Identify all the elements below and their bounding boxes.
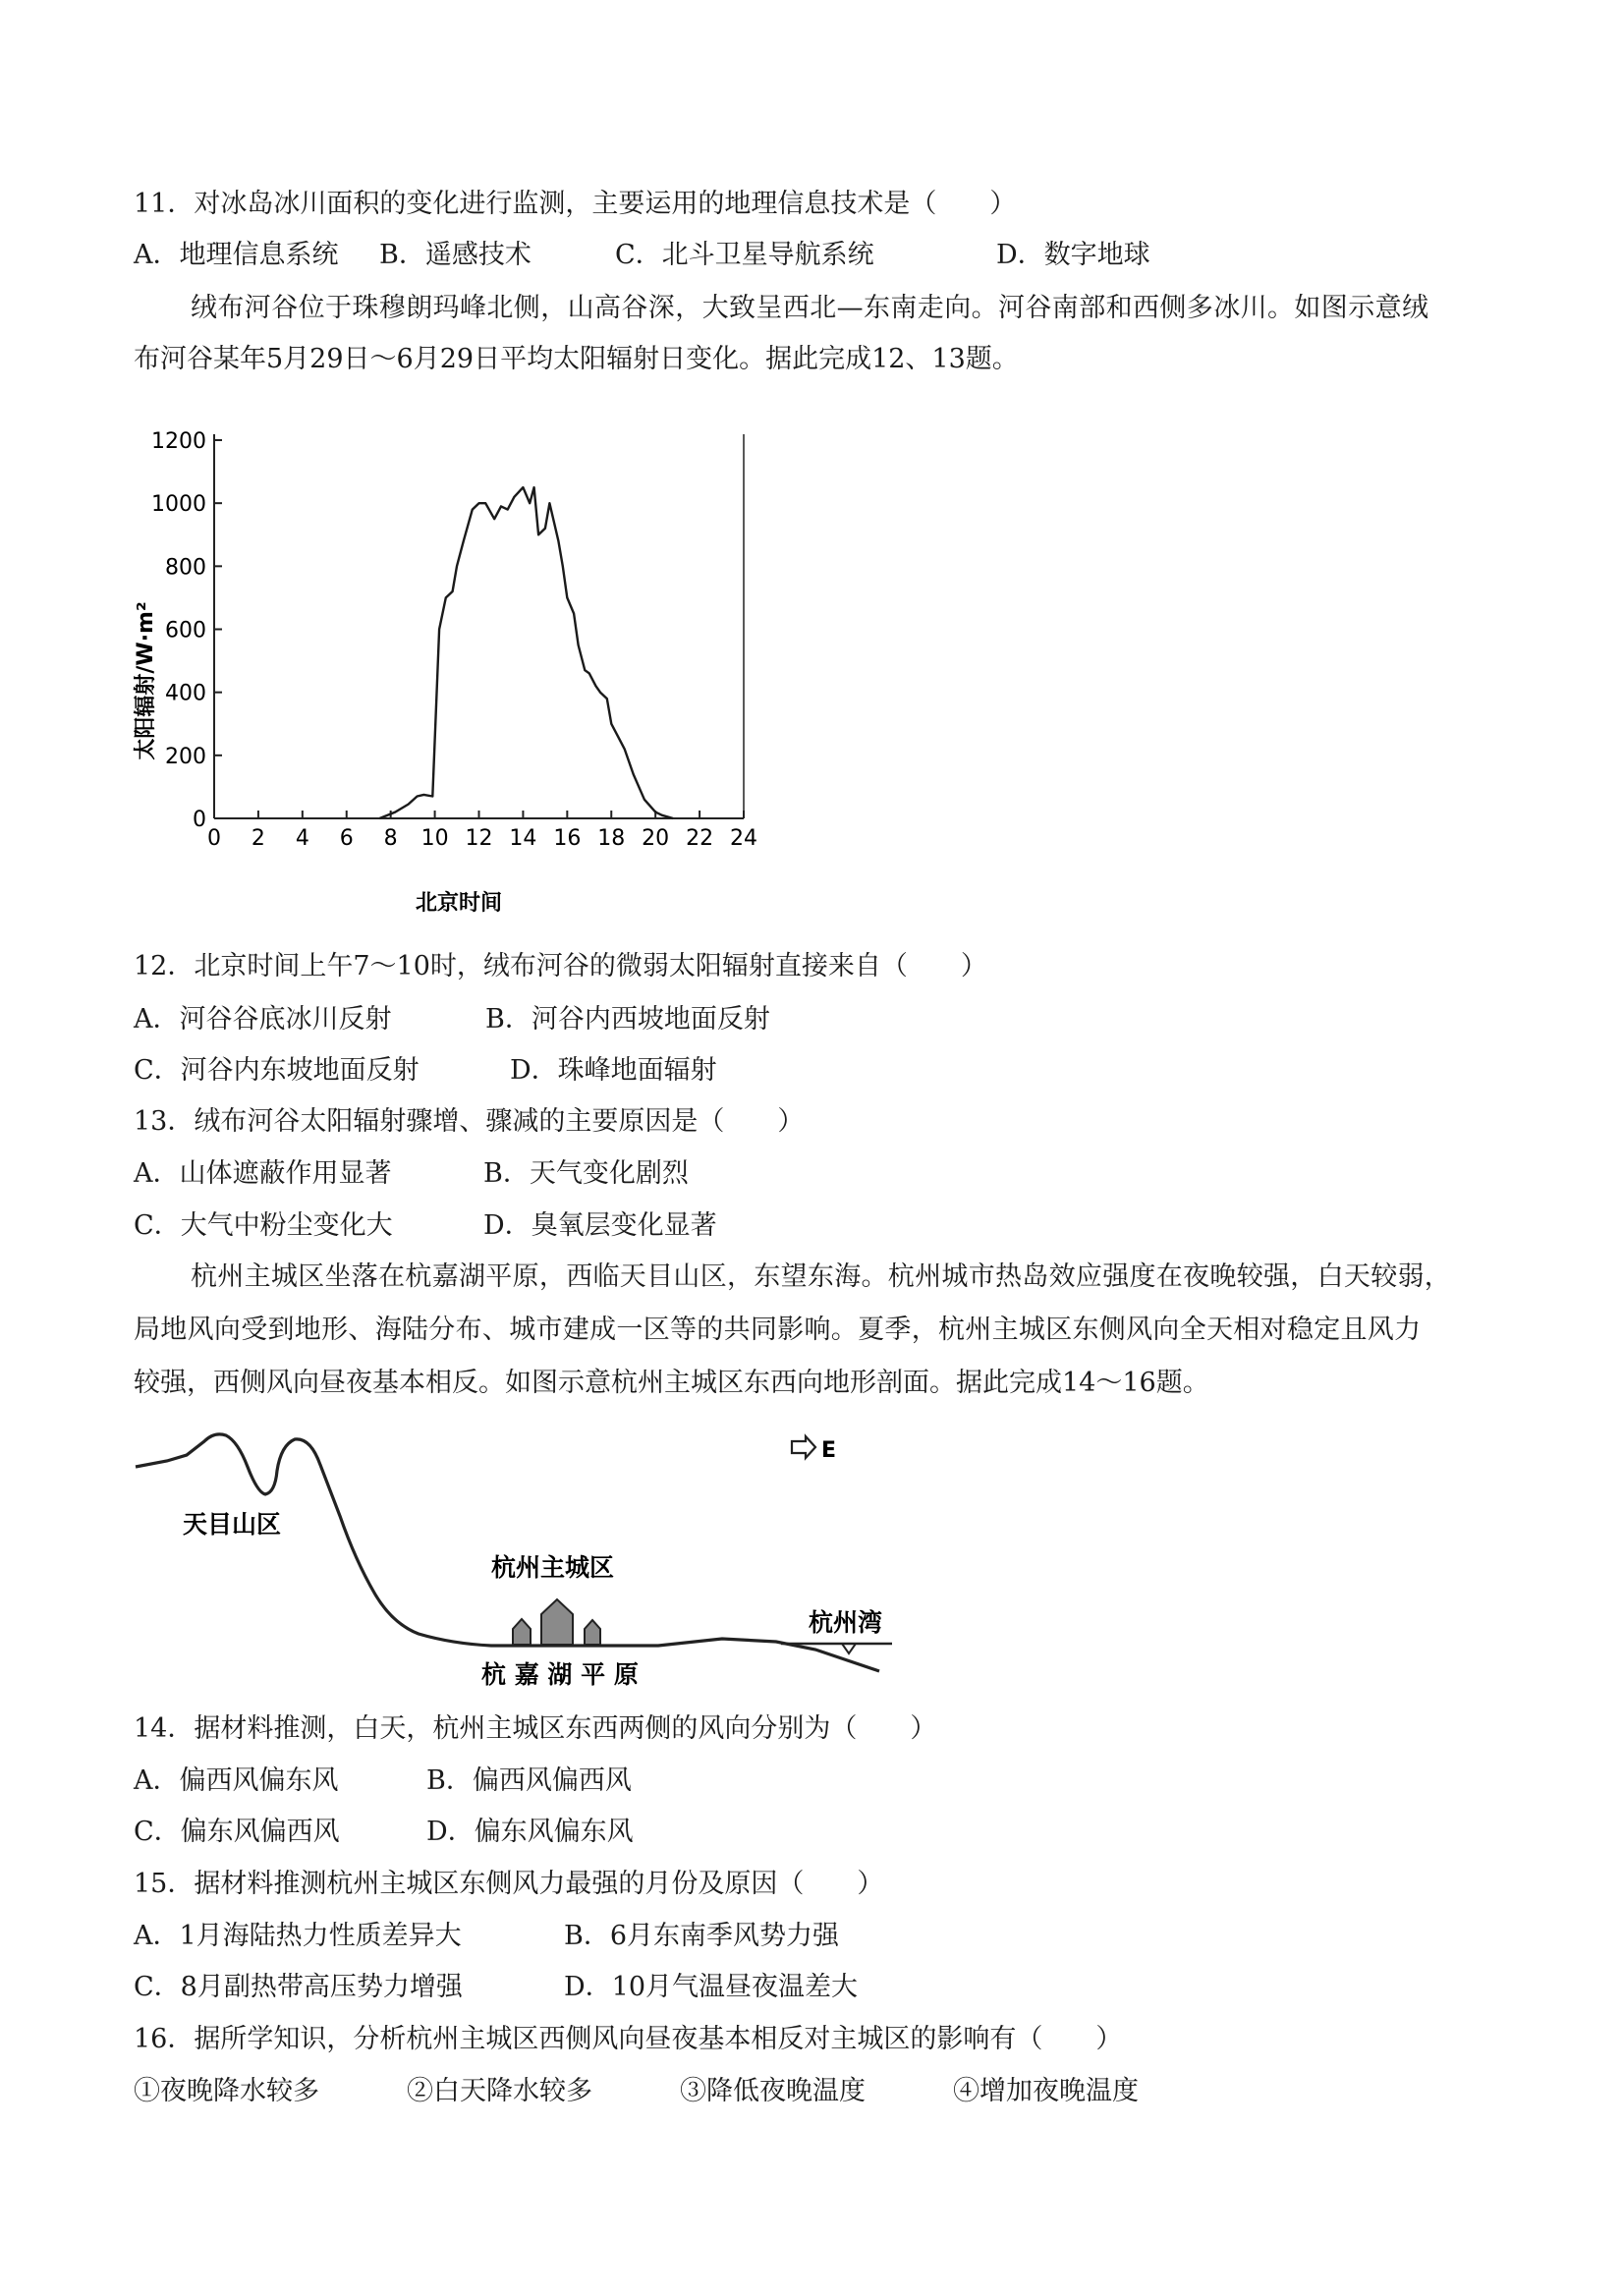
q12-options-row2 <box>134 1053 717 1089</box>
q15-stem: 15．据材料推测杭州主城区东侧风力最强的月份及原因（ ） <box>134 1869 884 1899</box>
q14-option-a: A．偏西风偏东风 <box>134 1765 339 1796</box>
q14-options-row2 <box>134 1815 634 1850</box>
q12-option-c: C．河谷内东坡地面反射 <box>134 1055 420 1086</box>
q14-option-d: D．偏东风偏东风 <box>426 1817 634 1847</box>
chart-x-tick-label: 14 <box>509 826 537 851</box>
q13-options-row2 <box>134 1208 717 1244</box>
q12-option-a: A．河谷谷底冰川反射 <box>134 1004 392 1035</box>
q11-option-c: C．北斗卫星导航系统 <box>615 240 874 270</box>
q11-options <box>134 238 1150 273</box>
radiation-series-line <box>379 487 673 818</box>
water-level-triangle <box>842 1644 856 1653</box>
chart-x-tick-label: 18 <box>597 826 626 851</box>
chart-y-tick-label: 0 <box>193 808 206 832</box>
passage1-line1: 绒布河谷位于珠穆朗玛峰北侧，山高谷深，大致呈西北—东南走向。河谷南部和西侧多冰川。如图示意绒 <box>191 293 1429 323</box>
chart-y-tick-label: 200 <box>165 744 206 769</box>
radiation-chart-svg <box>128 411 766 922</box>
city-label: 杭州主城区 <box>491 1553 615 1582</box>
chart-x-tick-label: 20 <box>642 826 670 851</box>
q13-option-b: B．天气变化剧烈 <box>483 1158 689 1189</box>
q16-option-4: ④增加夜晚温度 <box>953 2076 1139 2106</box>
chart-x-tick-label: 16 <box>553 826 582 851</box>
chart-y-tick-label: 1000 <box>151 492 206 518</box>
q12-stem: 12．北京时间上午7～10时，绒布河谷的微弱太阳辐射直接来自（ ） <box>134 951 987 981</box>
q14-stem: 14．据材料推测，白天，杭州主城区东西两侧的风向分别为（ ） <box>134 1713 937 1744</box>
chart-x-tick-label: 4 <box>295 826 309 851</box>
chart-x-tick-label: 8 <box>383 826 398 851</box>
plain-label: 杭 嘉 湖 平 原 <box>481 1660 639 1689</box>
chart-y-tick-label: 800 <box>165 555 206 581</box>
q16-options <box>134 2074 1139 2109</box>
chart-x-axis-label: 北京时间 <box>415 891 503 916</box>
q13-option-a: A．山体遮蔽作用显著 <box>134 1158 392 1189</box>
q16-option-2: ②白天降水较多 <box>407 2076 592 2106</box>
east-arrow-icon <box>792 1436 815 1458</box>
q16-option-3: ③降低夜晚温度 <box>680 2076 866 2106</box>
q15-option-c: C．8月副热带高压势力增强 <box>134 1972 463 2002</box>
q15-options-row2 <box>134 1970 858 2005</box>
chart-y-tick-label: 1200 <box>151 429 206 454</box>
q12-option-d: D．珠峰地面辐射 <box>510 1055 717 1086</box>
passage2-line1: 杭州主城区坐落在杭嘉湖平原，西临天目山区，东望东海。杭州城市热岛效应强度在夜晚较强，白天较弱， <box>191 1261 1452 1292</box>
q14-option-c: C．偏东风偏西风 <box>134 1817 340 1847</box>
q12-options-row1 <box>134 1002 770 1037</box>
q13-stem: 13．绒布河谷太阳辐射骤增、骤减的主要原因是（ ） <box>134 1106 805 1137</box>
q14-option-b: B．偏西风偏西风 <box>426 1765 632 1796</box>
chart-y-tick-label: 600 <box>165 618 206 644</box>
chart-x-tick-label: 0 <box>207 826 221 851</box>
east-direction-arrow <box>792 1436 836 1463</box>
q15-option-a: A．1月海陆热力性质差异大 <box>134 1921 462 1951</box>
passage2-line3: 较强，西侧风向昼夜基本相反。如图示意杭州主城区东西向地形剖面。据此完成14～16题。 <box>134 1368 1209 1398</box>
city-buildings <box>513 1599 600 1645</box>
q11-stem: 11．对冰岛冰川面积的变化进行监测，主要运用的地理信息技术是（ ） <box>134 189 1017 219</box>
q11-option-b: B．遥感技术 <box>379 240 532 270</box>
chart-x-tick-label: 12 <box>465 826 493 851</box>
direction-label: E <box>821 1438 837 1463</box>
q13-option-d: D．臭氧层变化显著 <box>483 1210 717 1241</box>
q13-option-c: C．大气中粉尘变化大 <box>134 1210 393 1241</box>
q14-options-row1 <box>134 1764 632 1799</box>
q15-option-d: D．10月气温昼夜温差大 <box>564 1972 859 2002</box>
q12-option-b: B．河谷内西坡地面反射 <box>485 1004 770 1035</box>
chart-x-tick-label: 6 <box>339 826 354 851</box>
terrain-profile-svg <box>128 1418 904 1693</box>
chart-x-tick-label: 2 <box>251 826 265 851</box>
passage1-line2: 布河谷某年5月29日～6月29日平均太阳辐射日变化。据此完成12、13题。 <box>134 344 1019 374</box>
q11-option-d: D．数字地球 <box>996 240 1150 270</box>
terrain-profile <box>128 1418 904 1693</box>
chart-y-axis-label: 太阳辐射/W·m² <box>134 601 158 760</box>
q15-options-row1 <box>134 1919 839 1954</box>
radiation-chart <box>128 411 766 922</box>
bay-label: 杭州湾 <box>809 1608 883 1637</box>
passage2-line2: 局地风向受到地形、海陆分布、城市建成一区等的共同影响。夏季，杭州主城区东侧风向全天相对稳定且风力 <box>134 1315 1422 1345</box>
q13-options-row1 <box>134 1156 689 1192</box>
chart-x-tick-label: 22 <box>686 826 714 851</box>
chart-x-tick-label: 24 <box>730 826 757 851</box>
q11-option-a: A．地理信息系统 <box>134 240 339 270</box>
mountain-label: 天目山区 <box>183 1510 282 1539</box>
chart-x-tick-label: 10 <box>420 826 449 851</box>
chart-y-tick-label: 400 <box>165 681 206 706</box>
q16-option-1: ①夜晚降水较多 <box>134 2076 319 2106</box>
q16-stem: 16．据所学知识，分析杭州主城区西侧风向昼夜基本相反对主城区的影响有（ ） <box>134 2024 1123 2054</box>
q15-option-b: B．6月东南季风势力强 <box>564 1921 840 1951</box>
